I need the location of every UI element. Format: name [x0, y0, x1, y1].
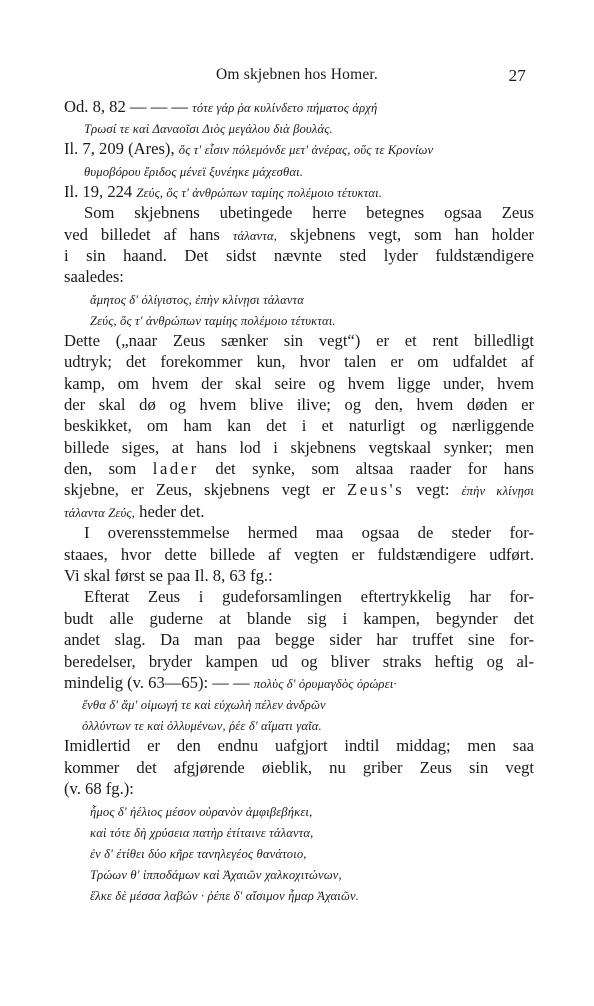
citation: Il. 19, 224 — [64, 181, 133, 201]
page-header — [0, 66, 594, 86]
paragraph-line: i sin haand. Det sidst nævnte sted lyder fuldstændigere — [64, 245, 534, 265]
paragraph-line: der skal dø og hvem blive ilive; og den, hvem døden er — [64, 394, 534, 414]
paragraph-line — [64, 479, 534, 500]
greek-quote: ἄμητος δ' ὀλίγιστος, ἐπὴν κλίνῃσι τάλαντα — [90, 292, 305, 307]
paragraph-line — [64, 501, 534, 522]
paragraph-line: I overensstemmelse hermed maa ogsaa de steder for- — [84, 523, 534, 543]
paragraph-line — [64, 672, 534, 693]
text-span: mindelig (v. 63—65): — — — [64, 672, 250, 692]
text-line — [64, 138, 534, 159]
greek-line — [64, 117, 534, 138]
greek-quote: Τρώων θ' ἱπποδάμων καὶ Ἀχαιῶν χαλκοχιτώνων, — [90, 867, 342, 882]
greek-quote: ἔνθα δ' ἅμ' οἰμωγή τε καὶ εὐχωλὴ πέλεν ἀνδρῶν — [82, 698, 326, 713]
greek-quote: θυμοβόρου ἔριδος μένεϊ ξυνέηκε μάχεσθαι. — [84, 164, 304, 179]
greek-line — [64, 693, 534, 714]
greek-line — [64, 821, 534, 842]
greek-quote: τάλαντα Ζεύς, — [64, 505, 135, 520]
text-span: skjebnens vegt, som han holder — [290, 224, 534, 244]
page-number: 27 — [508, 66, 526, 85]
running-title: Om skjebnen hos Homer. — [216, 66, 378, 83]
greek-word: τάλαντα, — [232, 228, 278, 243]
text-span: heder det. — [139, 501, 205, 521]
greek-quote: ὅς τ' εἶσιν πόλεμόνδε μετ' ἀνέρας, οὕς τε Κρονίων — [178, 143, 434, 158]
greek-line — [64, 288, 534, 309]
greek-line — [64, 884, 534, 905]
text-span: vegt: — [416, 480, 450, 500]
greek-quote: ἦμος δ' ἠέλιος μέσον οὐρανὸν ἀμφιβεβήκει, — [90, 804, 313, 819]
paragraph-line: Imidlertid er den endnu uafgjort indtil middag; men saa — [64, 736, 534, 756]
paragraph-line: Som skjebnens ubetingede herre betegnes ogsaa Zeus — [84, 203, 534, 223]
paragraph-line: Vi skal først se paa Il. 8, 63 fg.: — [64, 566, 273, 586]
text-span: ved billedet af hans — [64, 224, 220, 244]
greek-quote: Τρωσί τε καὶ Δαναοῖσι Διὸς μεγάλου διὰ βουλάς. — [84, 122, 333, 137]
page-body — [64, 96, 534, 905]
text-span: det synke, som altsaa raader for hans — [215, 459, 535, 479]
greek-quote: πολὺς δ' ὀρυμαγδὸς ὀρώρει· — [253, 676, 397, 691]
paragraph-line: Efterat Zeus i gudeforsamlingen eftertrykkelig har for- — [84, 587, 534, 607]
text-line — [64, 181, 534, 202]
paragraph-line: staaes, hvor dette billede af vegten er fuldstændigere udført. — [64, 544, 534, 564]
greek-line — [64, 309, 534, 330]
greek-quote: ὀλλύντων τε καὶ ὀλλυμένων, ῥέε δ' αἵματι γαῖα. — [82, 719, 322, 734]
greek-line — [64, 714, 534, 735]
citation: Il. 7, 209 (Ares), — [64, 139, 175, 159]
paragraph-line: Dette („naar Zeus sænker sin vegt“) er et rent billedligt — [64, 330, 534, 350]
text-span: skjebne, er Zeus, skjebnens vegt er — [64, 480, 336, 500]
paragraph-line: andet slag. Da man paa begge sider har truffet sine for- — [64, 630, 534, 650]
greek-line — [64, 800, 534, 821]
paragraph-line: (v. 68 fg.): — [64, 779, 134, 799]
paragraph-line: beredelser, bryder kampen ud og bliver straks heftig og al- — [64, 651, 534, 671]
citation: Od. 8, 82 — — — — [64, 97, 188, 116]
greek-quote: Ζεύς, ὅς τ' ἀνθρώπων ταμίης πολέμοιο τέτυκται. — [90, 313, 336, 328]
paragraph-line: udtryk; det forekommer kun, hvor talen er om udfaldet af — [64, 352, 534, 372]
paragraph-line: beskikket, om ham kan det i et naturligt og nærliggende — [64, 416, 534, 436]
greek-line — [64, 160, 534, 181]
paragraph-line: billede siges, at hans lod i skjebnens vegtskaal synker; men — [64, 437, 534, 457]
greek-quote: Ζεύς, ὅς τ' ἀνθρώπων ταμίης πολέμοιο τέτυκται. — [136, 185, 383, 200]
greek-quote: καὶ τότε δὴ χρύσεια πατὴρ ἐτίταινε τάλαντα, — [90, 825, 314, 840]
paragraph-line — [64, 224, 534, 245]
greek-quote: ἐν δ' ἐτίθει δύο κῆρε τανηλεγέος θανάτοιο, — [90, 846, 307, 861]
paragraph-line: kamp, om hvem der skal seire og hvem ligge under, hvem — [64, 373, 534, 393]
greek-line — [64, 842, 534, 863]
emphasized-word: Zeus's — [347, 480, 405, 500]
greek-quote: τότε γάρ ῥα κυλίνδετο πήματος ἀρχή — [192, 101, 378, 115]
paragraph-line: budt alle guderne at blande sig i kampen, begynder det — [64, 608, 534, 628]
text-line — [64, 96, 534, 117]
paragraph-line: kommer det afgjørende øieblik, nu griber Zeus sin vegt — [64, 757, 534, 777]
text-span: den, som — [64, 459, 137, 479]
emphasized-word: lader — [152, 459, 199, 479]
greek-line — [64, 863, 534, 884]
greek-quote: ἕλκε δὲ μέσσα λαβών · ῥέπε δ' αἴσιμον ἦμαρ Ἀχαιῶν. — [90, 888, 360, 903]
greek-quote: ἐπὴν κλίνῃσι — [461, 484, 534, 499]
paragraph-line — [64, 458, 534, 479]
paragraph-line: saaledes: — [64, 267, 124, 287]
